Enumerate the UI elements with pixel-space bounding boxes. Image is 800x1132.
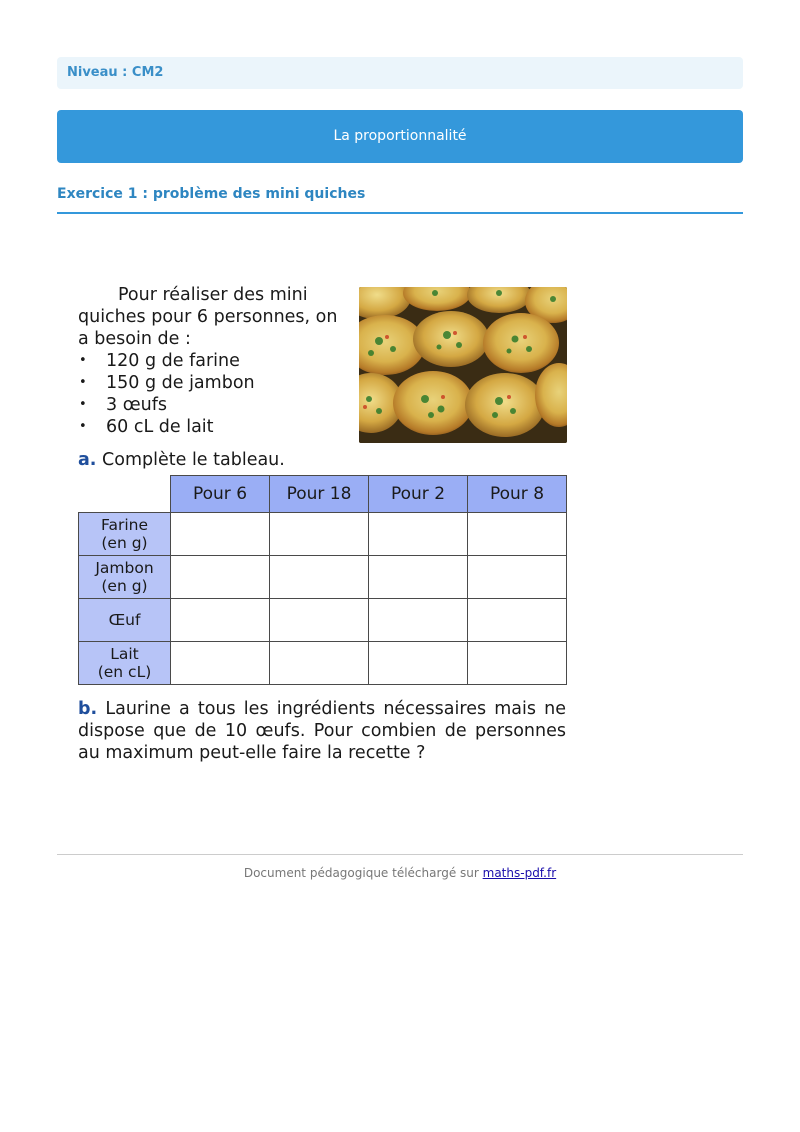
answer-cell[interactable]	[270, 556, 369, 599]
footer-link[interactable]: maths-pdf.fr	[482, 866, 557, 880]
table-row	[79, 556, 567, 599]
column-header: Pour 18	[270, 476, 369, 513]
row-header	[79, 556, 171, 599]
column-header: Pour 2	[369, 476, 468, 513]
answer-cell[interactable]	[369, 642, 468, 685]
footer	[0, 866, 800, 880]
table-corner	[79, 476, 171, 513]
answer-cell[interactable]	[468, 556, 567, 599]
question-b-label: b.	[78, 699, 98, 719]
intro-text: Pour réaliser des mini quiches pour 6 personnes, on a besoin de :	[78, 285, 338, 349]
row-header-name: Jambon	[95, 559, 154, 577]
question-a-text: Complète le tableau.	[102, 450, 285, 470]
answer-cell[interactable]	[171, 599, 270, 642]
proportion-table	[78, 475, 567, 685]
exercise-intro	[78, 284, 348, 438]
table-header-row	[79, 476, 567, 513]
row-header	[79, 642, 171, 685]
answer-cell[interactable]	[171, 513, 270, 556]
ingredient-list	[78, 350, 348, 438]
table-row	[79, 599, 567, 642]
level-label: Niveau : CM2	[67, 65, 164, 80]
table-row	[79, 642, 567, 685]
title-banner	[57, 110, 743, 163]
table-row	[79, 513, 567, 556]
answer-cell[interactable]	[270, 513, 369, 556]
mini-quiches-photo	[359, 287, 567, 443]
row-header	[79, 599, 171, 642]
question-b-text: Laurine a tous les ingrédients nécessaires mais ne dispose que de 10 œufs. Pour combien de personnes au maximum peut-elle faire la recette ?	[78, 699, 566, 763]
row-header-name: Farine	[100, 516, 149, 534]
answer-cell[interactable]	[270, 599, 369, 642]
question-b	[78, 698, 566, 764]
column-header: Pour 6	[171, 476, 270, 513]
answer-cell[interactable]	[468, 513, 567, 556]
footer-divider	[57, 854, 743, 855]
answer-cell[interactable]	[468, 642, 567, 685]
answer-cell[interactable]	[270, 642, 369, 685]
exercise-divider	[57, 212, 743, 214]
answer-cell[interactable]	[171, 556, 270, 599]
row-header	[79, 513, 171, 556]
row-header-name: Œuf	[108, 611, 141, 629]
exercise-heading: Exercice 1 : problème des mini quiches	[57, 186, 366, 202]
footer-text: Document pédagogique téléchargé sur	[243, 866, 483, 880]
page-title: La proportionnalité	[333, 128, 467, 144]
column-header: Pour 8	[468, 476, 567, 513]
answer-cell[interactable]	[468, 599, 567, 642]
row-header-unit: (en g)	[101, 577, 148, 595]
row-header-unit: (en g)	[101, 534, 148, 552]
question-a-label: a.	[78, 450, 97, 470]
answer-cell[interactable]	[171, 642, 270, 685]
ingredient-item: • 60 cL de lait	[78, 416, 348, 438]
level-banner	[57, 57, 743, 89]
answer-cell[interactable]	[369, 556, 468, 599]
question-a	[78, 450, 285, 470]
row-header-unit: (en cL)	[97, 663, 152, 681]
row-header-name: Lait	[110, 645, 139, 663]
quiche-illustration	[359, 287, 567, 443]
ingredient-item: • 150 g de jambon	[78, 372, 348, 394]
answer-cell[interactable]	[369, 513, 468, 556]
ingredient-item: • 120 g de farine	[78, 350, 348, 372]
ingredient-item: • 3 œufs	[78, 394, 348, 416]
answer-cell[interactable]	[369, 599, 468, 642]
exercise-content	[78, 284, 568, 774]
